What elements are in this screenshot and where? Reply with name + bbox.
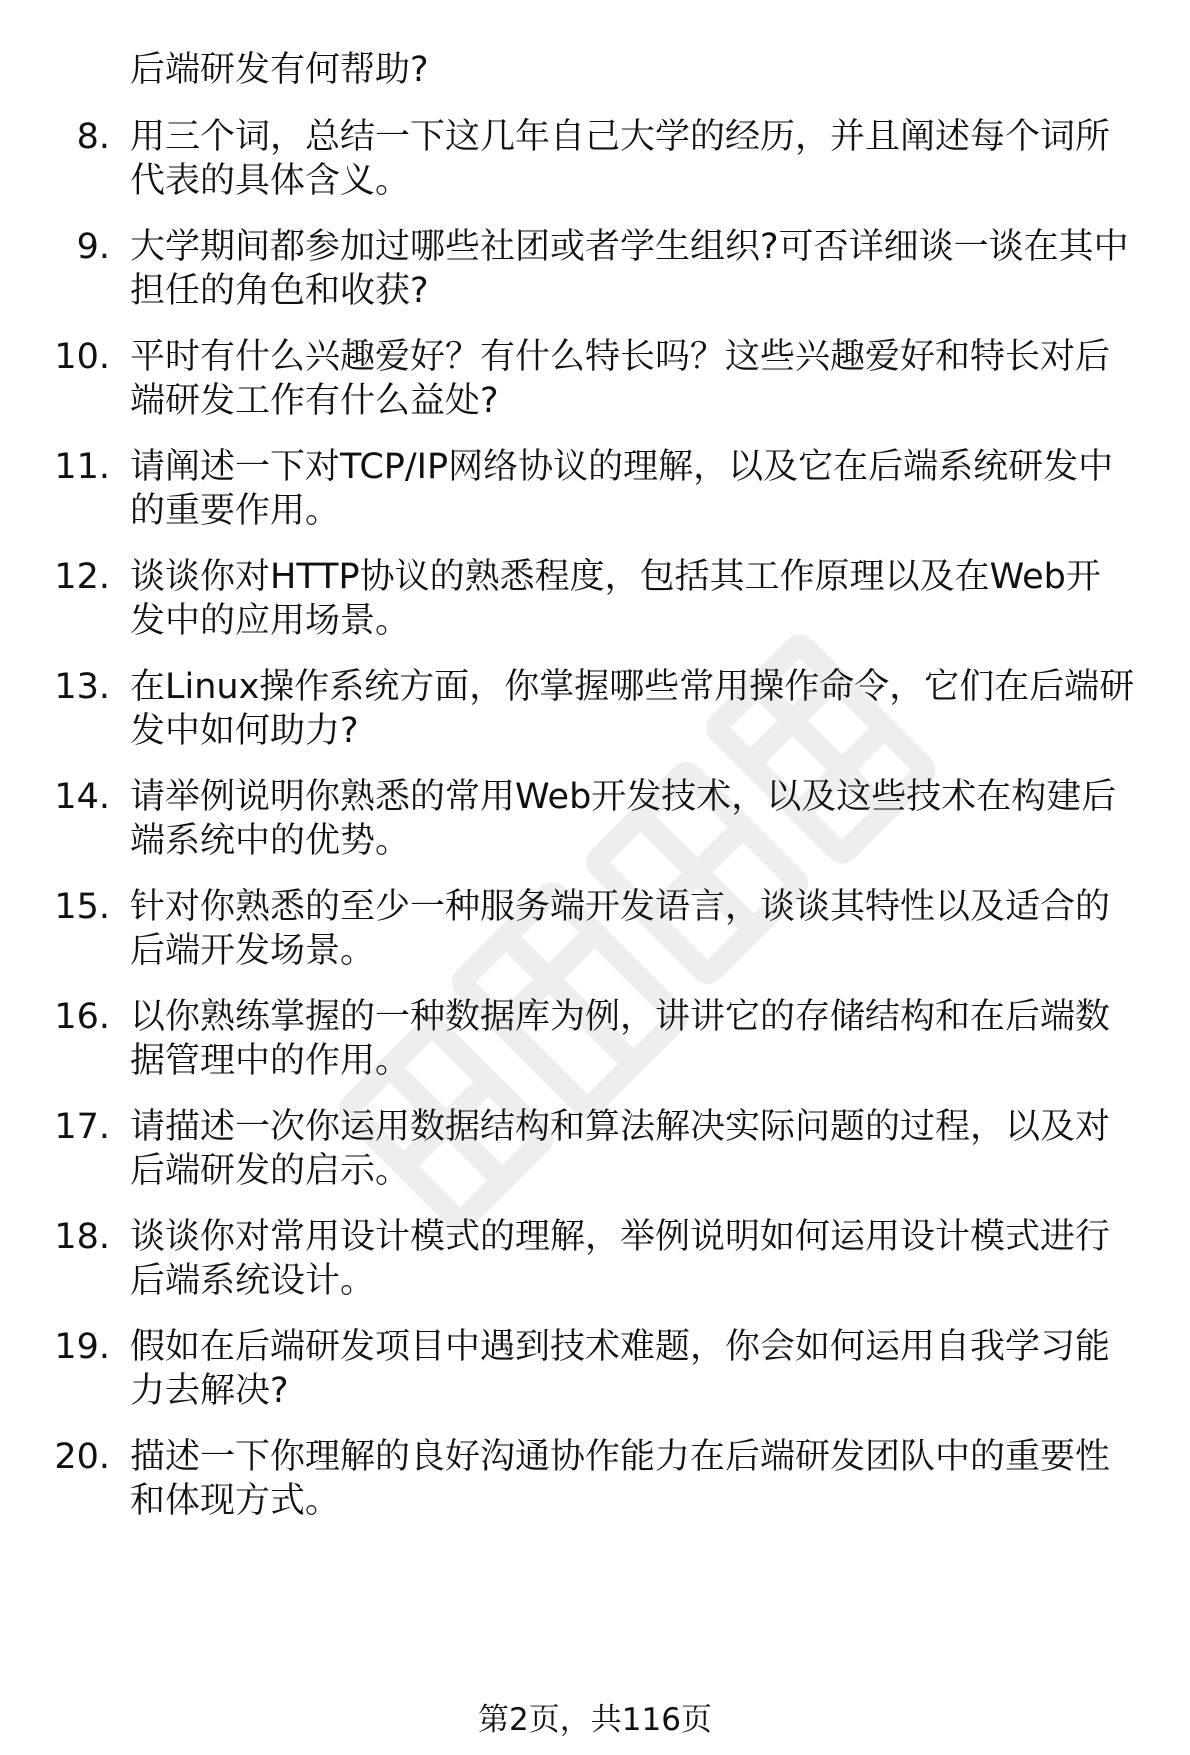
item-text xyxy=(130,225,1170,313)
item-text-line: 谈谈你对HTTP协议的熟悉程度，包括其工作原理以及在Web开 xyxy=(130,557,1101,597)
item-number: 17. xyxy=(54,1107,110,1147)
list-item xyxy=(0,225,1190,335)
item-text-line: 代表的具体含义。 xyxy=(130,161,411,201)
item-text xyxy=(130,885,1170,973)
list-item xyxy=(0,1215,1190,1325)
item-number: 16. xyxy=(54,997,110,1037)
item-text-line: 谈谈你对常用设计模式的理解，举例说明如何运用设计模式进行 xyxy=(130,1217,1111,1257)
item-text-line: 针对你熟悉的至少一种服务端开发语言，谈谈其特性以及适合的 xyxy=(130,887,1111,927)
item-text-line: 后端研发有何帮助? xyxy=(130,50,429,90)
list-item xyxy=(0,335,1190,445)
item-text-line: 发中的应用场景。 xyxy=(130,601,411,641)
item-number: 13. xyxy=(54,667,110,707)
item-text xyxy=(130,1325,1170,1413)
list-item xyxy=(0,1105,1190,1215)
item-number: 12. xyxy=(54,557,110,597)
item-number: 18. xyxy=(54,1217,110,1257)
list-item xyxy=(0,665,1190,775)
item-number: 8. xyxy=(76,117,110,157)
item-text xyxy=(130,1215,1170,1303)
page-number-footer: 第2页，共116页 xyxy=(478,1702,712,1738)
item-number: 15. xyxy=(54,887,110,927)
list-item xyxy=(0,445,1190,555)
item-number: 14. xyxy=(54,777,110,817)
item-text xyxy=(130,995,1170,1083)
item-text-line: 用三个词，总结一下这几年自己大学的经历，并且阐述每个词所 xyxy=(130,117,1111,157)
item-text-line: 请阐述一下对TCP/IP网络协议的理解，以及它在后端系统研发中 xyxy=(130,447,1114,487)
item-text-line: 请举例说明你熟悉的常用Web开发技术，以及这些技术在构建后 xyxy=(130,777,1117,817)
item-text-line: 描述一下你理解的良好沟通协作能力在后端研发团队中的重要性 xyxy=(130,1437,1111,1477)
list-item xyxy=(0,885,1190,995)
item-text-line: 端研发工作有什么益处? xyxy=(130,381,499,421)
item-text-line: 平时有什么兴趣爱好？有什么特长吗？这些兴趣爱好和特长对后 xyxy=(130,337,1111,377)
item-number: 19. xyxy=(54,1327,110,1367)
item-text-line: 请描述一次你运用数据结构和算法解决实际问题的过程，以及对 xyxy=(130,1107,1111,1147)
item-number: 11. xyxy=(54,447,110,487)
item-text xyxy=(130,775,1170,863)
item-text-line: 力去解决? xyxy=(130,1371,289,1411)
item-text xyxy=(130,555,1170,643)
item-text xyxy=(130,48,1170,92)
item-text xyxy=(130,115,1170,203)
item-text-line: 担任的角色和收获? xyxy=(130,271,429,311)
item-text-line: 后端系统设计。 xyxy=(130,1261,376,1301)
item-text xyxy=(130,1105,1170,1193)
item-text-line: 在Linux操作系统方面，你掌握哪些常用操作命令，它们在后端研 xyxy=(130,667,1135,707)
item-text-line: 据管理中的作用。 xyxy=(130,1041,411,1081)
item-number: 20. xyxy=(54,1437,110,1477)
item-text-line: 以你熟练掌握的一种数据库为例，讲讲它的存储结构和在后端数 xyxy=(130,997,1111,1037)
list-item xyxy=(0,1325,1190,1435)
list-item xyxy=(0,555,1190,665)
list-item xyxy=(0,775,1190,885)
list-item xyxy=(0,995,1190,1105)
item-text-line: 后端研发的启示。 xyxy=(130,1151,411,1191)
item-text-line: 假如在后端研发项目中遇到技术难题，你会如何运用自我学习能 xyxy=(130,1327,1111,1367)
item-text xyxy=(130,335,1170,423)
item-text-line: 大学期间都参加过哪些社团或者学生组织?可否详细谈一谈在其中 xyxy=(130,227,1129,267)
item-text-line: 发中如何助力? xyxy=(130,711,359,751)
item-text xyxy=(130,1435,1170,1523)
list-item xyxy=(0,115,1190,225)
item-number: 9. xyxy=(76,227,110,267)
list-item xyxy=(0,1435,1190,1545)
item-text-line: 端系统中的优势。 xyxy=(130,821,411,861)
item-text-line: 和体现方式。 xyxy=(130,1481,341,1521)
item-text-line: 的重要作用。 xyxy=(130,491,341,531)
item-text xyxy=(130,665,1170,753)
item-number: 10. xyxy=(54,337,110,377)
item-text xyxy=(130,445,1170,533)
item-text-line: 后端开发场景。 xyxy=(130,931,376,971)
